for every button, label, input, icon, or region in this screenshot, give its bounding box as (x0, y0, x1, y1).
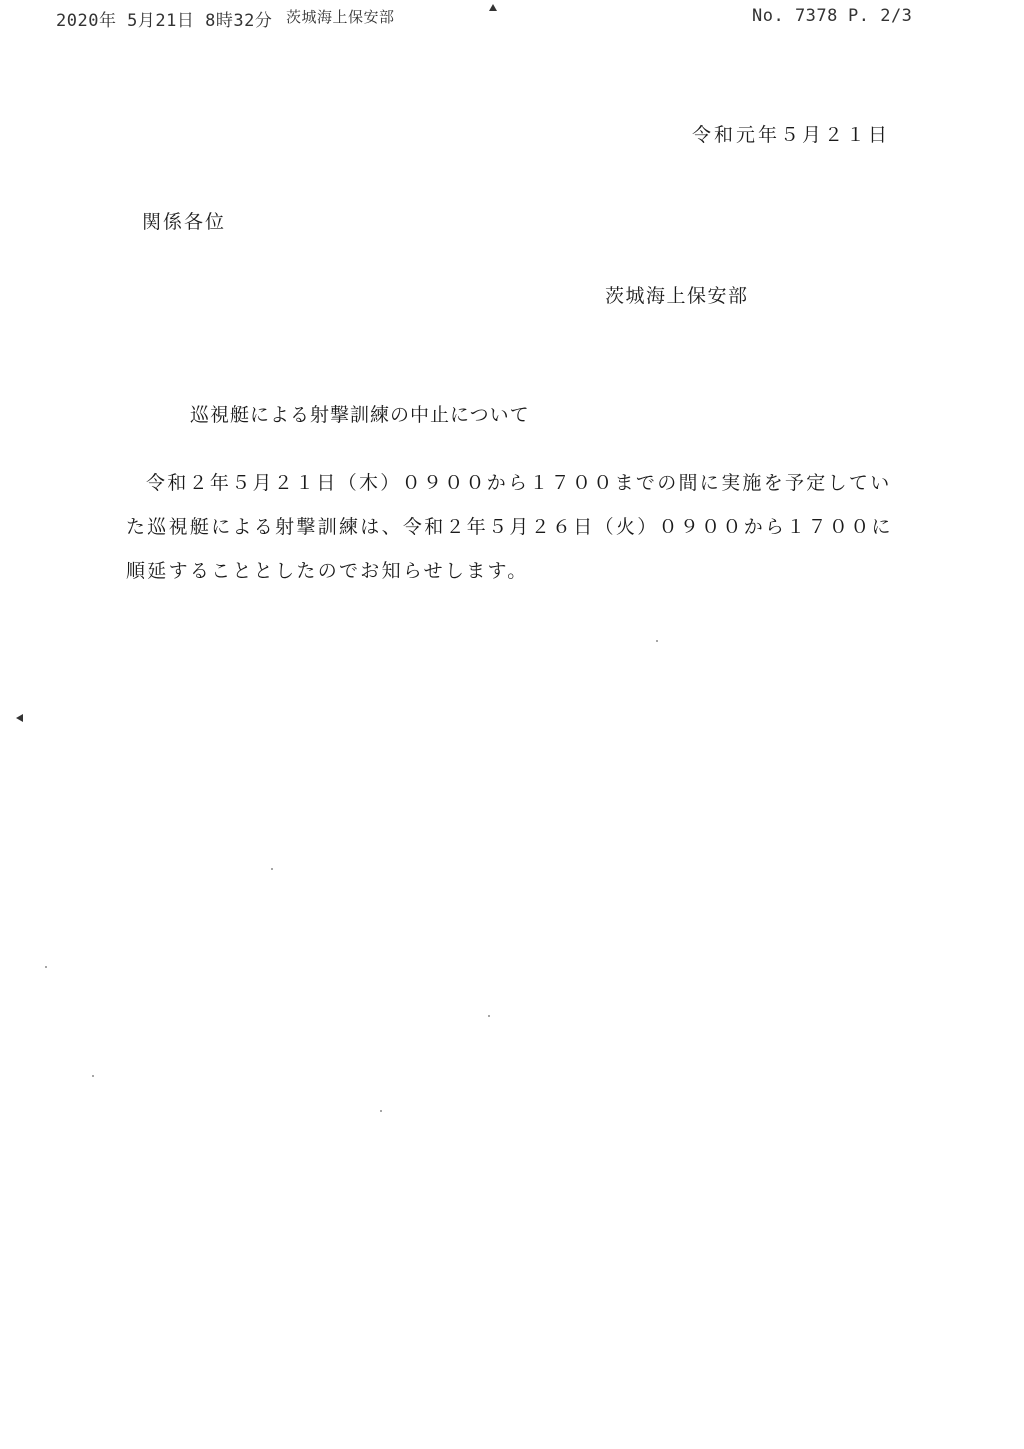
fax-page-number: P. 2/3 (848, 6, 913, 26)
document-body (126, 468, 926, 600)
scan-speck (271, 868, 273, 870)
body-line: た巡視艇による射撃訓練は、令和２年５月２６日（火）０９００から１７００に (126, 516, 893, 538)
triangle-left-icon (16, 714, 23, 722)
document-issuer: 茨城海上保安部 (605, 285, 749, 307)
fax-header (0, 0, 1024, 40)
scan-speck (380, 1110, 382, 1112)
scan-speck (45, 966, 47, 968)
triangle-up-icon (489, 4, 497, 11)
document-recipient: 関係各位 (142, 211, 227, 233)
fax-datetime: 2020年 5月21日 8時32分 (56, 11, 273, 31)
fax-sender: 茨城海上保安部 (286, 8, 395, 26)
scan-speck (488, 1015, 490, 1017)
body-line: 順延することとしたのでお知らせします。 (126, 560, 529, 582)
scan-speck (92, 1075, 94, 1077)
fax-number: No. 7378 (752, 6, 838, 26)
document-title: 巡視艇による射撃訓練の中止について (190, 404, 530, 426)
body-line: 令和２年５月２１日（木）０９００から１７００までの間に実施を予定してい (146, 472, 892, 494)
scan-speck (656, 640, 658, 642)
document-date: 令和元年５月２１日 (692, 124, 891, 146)
